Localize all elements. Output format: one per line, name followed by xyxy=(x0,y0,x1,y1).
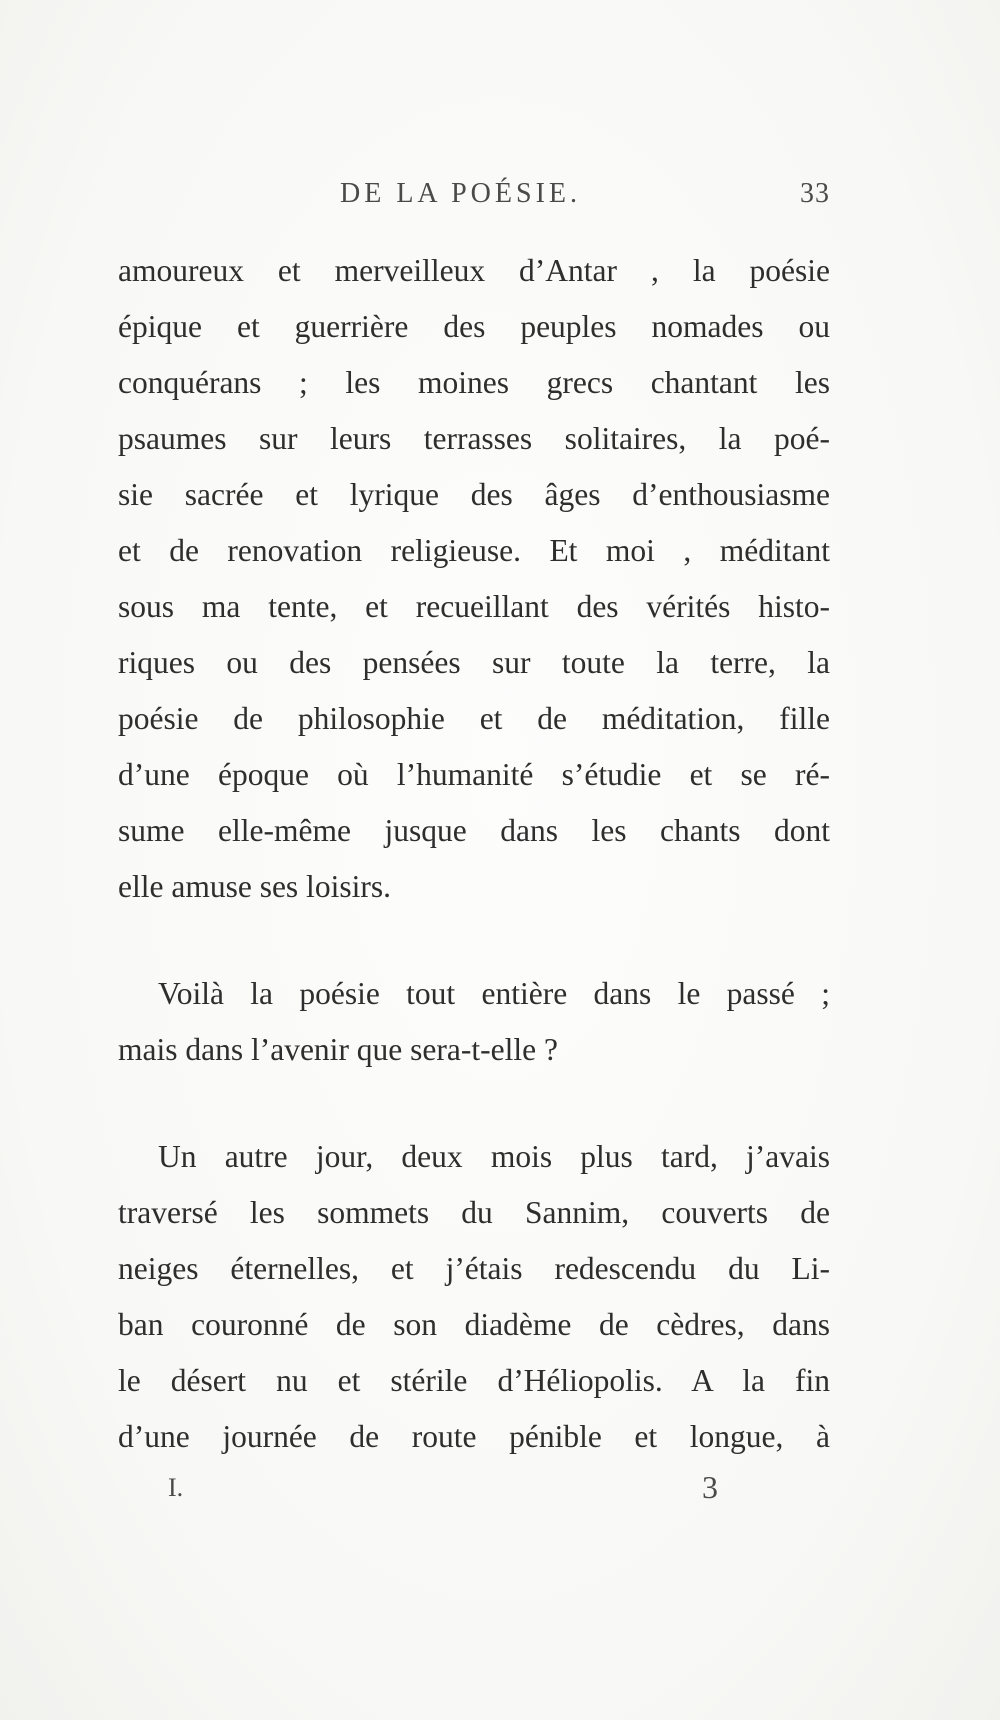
text-line: amoureux et merveilleux d’Antar , la poésie xyxy=(118,253,830,288)
page-header xyxy=(118,178,830,218)
body-text xyxy=(118,243,830,1465)
text-line: sie sacrée et lyrique des âges d’enthousiasme xyxy=(118,477,830,512)
text-line: le désert nu et stérile d’Héliopolis. A la fin xyxy=(118,1363,830,1398)
paragraph-1 xyxy=(118,243,830,915)
text-line: neiges éternelles, et j’étais redescendu du Li- xyxy=(118,1251,830,1286)
text-line: et de renovation religieuse. Et moi , méditant xyxy=(118,533,830,568)
paragraph-gap xyxy=(118,915,830,966)
text-line: conquérans ; les moines grecs chantant les xyxy=(118,365,830,400)
text-line: poésie de philosophie et de méditation, fille xyxy=(118,701,830,736)
text-line: psaumes sur leurs terrasses solitaires, la poé- xyxy=(118,421,830,456)
text-line: elle amuse ses loisirs. xyxy=(118,869,391,904)
paragraph-3 xyxy=(118,1129,830,1465)
text-line: traversé les sommets du Sannim, couverts de xyxy=(118,1195,830,1230)
text-line: Voilà la poésie tout entière dans le passé ; xyxy=(158,976,830,1011)
signature-number: 3 xyxy=(702,1469,718,1505)
text-line: d’une journée de route pénible et longue, à xyxy=(118,1419,830,1454)
text-line: d’une époque où l’humanité s’étudie et se ré- xyxy=(118,757,830,792)
paragraph-gap xyxy=(118,1078,830,1129)
page-footer xyxy=(168,1469,718,1513)
signature-mark: I. xyxy=(168,1473,184,1502)
text-line: sume elle-même jusque dans les chants dont xyxy=(118,813,830,848)
paragraph-2 xyxy=(118,966,830,1078)
text-line: Un autre jour, deux mois plus tard, j’avais xyxy=(158,1139,830,1174)
running-title: DE LA POÉSIE. xyxy=(340,178,581,209)
text-line: sous ma tente, et recueillant des vérités histo- xyxy=(118,589,830,624)
text-line: ban couronné de son diadème de cèdres, dans xyxy=(118,1307,830,1342)
text-line: épique et guerrière des peuples nomades ou xyxy=(118,309,830,344)
text-line: mais dans l’avenir que sera-t-elle ? xyxy=(118,1032,558,1067)
text-line: riques ou des pensées sur toute la terre, la xyxy=(118,645,830,680)
page-number: 33 xyxy=(800,178,830,209)
